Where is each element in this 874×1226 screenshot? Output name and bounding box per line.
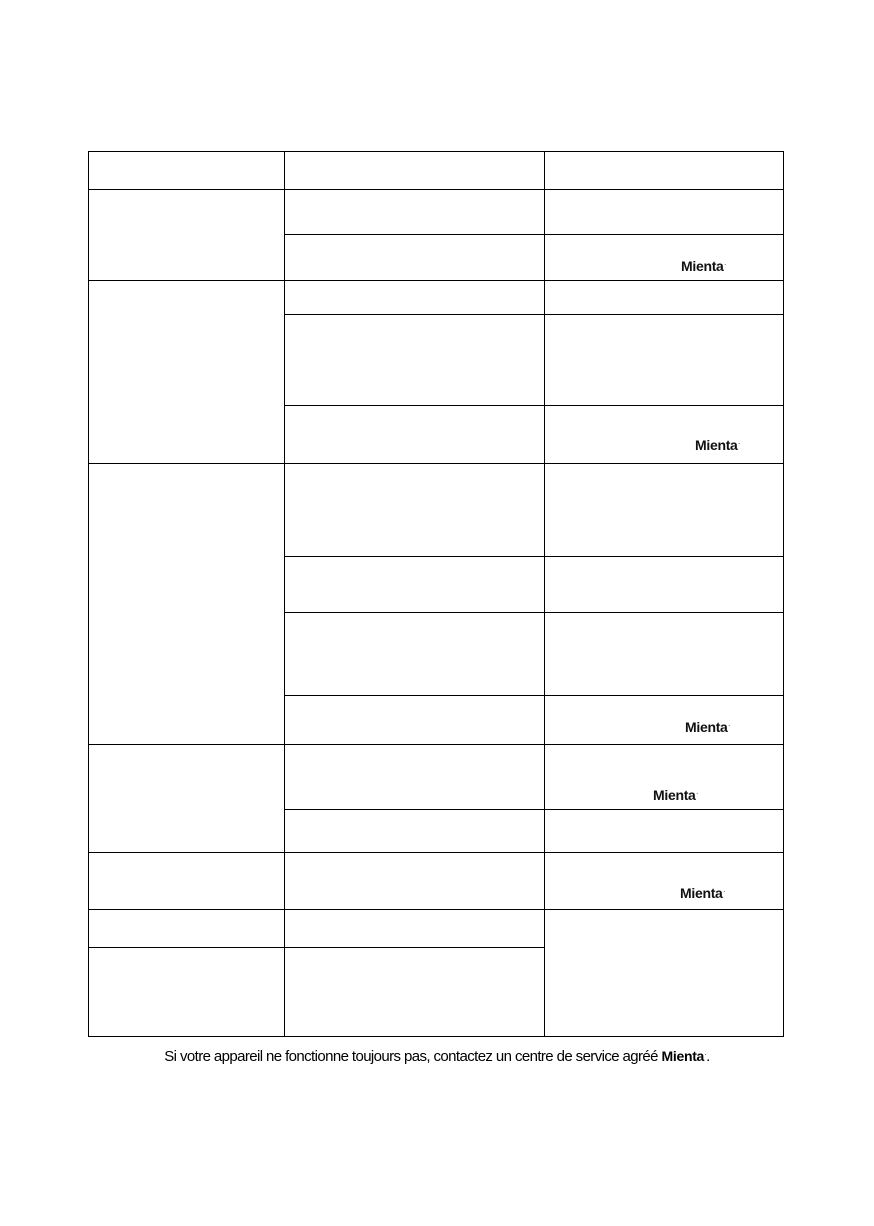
cause-cell bbox=[285, 281, 545, 315]
cause-cell bbox=[285, 406, 545, 464]
mienta-logo bbox=[695, 438, 740, 452]
solution-cell bbox=[545, 406, 784, 464]
cause-cell bbox=[285, 696, 545, 745]
table-row bbox=[89, 745, 784, 810]
cause-cell bbox=[285, 315, 545, 406]
table-row bbox=[89, 853, 784, 910]
logo-mark: . bbox=[705, 1051, 707, 1057]
logo-mark: . bbox=[724, 261, 726, 267]
cause-cell bbox=[285, 557, 545, 613]
problem-cell bbox=[89, 910, 285, 948]
mienta-logo bbox=[680, 886, 725, 900]
header-cell-problem bbox=[89, 152, 285, 190]
solution-cell bbox=[545, 235, 784, 281]
logo-text: Mienta bbox=[653, 787, 696, 803]
solution-cell bbox=[545, 810, 784, 853]
problem-cell bbox=[89, 464, 285, 745]
logo-text: Mienta bbox=[685, 719, 728, 735]
cause-cell bbox=[285, 190, 545, 235]
solution-cell bbox=[545, 190, 784, 235]
problem-cell bbox=[89, 281, 285, 464]
solution-cell bbox=[545, 315, 784, 406]
problem-cell bbox=[89, 853, 285, 910]
cause-cell bbox=[285, 948, 545, 1037]
footer-message: Si votre appareil ne fonctionne toujours pas, contactez un centre de service agréé bbox=[164, 1048, 658, 1065]
logo-mark: . bbox=[723, 888, 725, 894]
mienta-logo bbox=[685, 720, 730, 734]
cause-cell bbox=[285, 745, 545, 810]
cause-cell bbox=[285, 464, 545, 557]
cause-cell bbox=[285, 613, 545, 696]
cause-cell bbox=[285, 910, 545, 948]
problem-cell bbox=[89, 190, 285, 281]
mienta-logo bbox=[662, 1048, 707, 1064]
table-row bbox=[89, 910, 784, 948]
table-row bbox=[89, 464, 784, 557]
solution-cell bbox=[545, 745, 784, 810]
mienta-logo bbox=[681, 259, 726, 273]
problem-cell bbox=[89, 948, 285, 1037]
solution-cell bbox=[545, 464, 784, 557]
logo-text: Mienta bbox=[695, 437, 738, 453]
table-header-row bbox=[89, 152, 784, 190]
solution-cell bbox=[545, 853, 784, 910]
mienta-logo bbox=[653, 788, 698, 802]
logo-mark: . bbox=[728, 722, 730, 728]
logo-text: Mienta bbox=[661, 1048, 705, 1064]
header-cell-solution bbox=[545, 152, 784, 190]
logo-mark: . bbox=[696, 790, 698, 796]
table-row bbox=[89, 281, 784, 315]
logo-text: Mienta bbox=[680, 885, 723, 901]
solution-cell bbox=[545, 613, 784, 696]
solution-cell-merged bbox=[545, 910, 784, 1037]
solution-cell bbox=[545, 281, 784, 315]
header-cell-cause bbox=[285, 152, 545, 190]
problem-cell bbox=[89, 745, 285, 853]
footer-end-punct: . bbox=[706, 1048, 710, 1065]
cause-cell bbox=[285, 235, 545, 281]
solution-cell bbox=[545, 557, 784, 613]
table-row bbox=[89, 190, 784, 235]
troubleshooting-table bbox=[88, 151, 784, 1037]
logo-mark: . bbox=[738, 440, 740, 446]
cause-cell bbox=[285, 810, 545, 853]
cause-cell bbox=[285, 853, 545, 910]
solution-cell bbox=[545, 696, 784, 745]
logo-text: Mienta bbox=[681, 258, 724, 274]
footer-note bbox=[0, 1048, 874, 1065]
